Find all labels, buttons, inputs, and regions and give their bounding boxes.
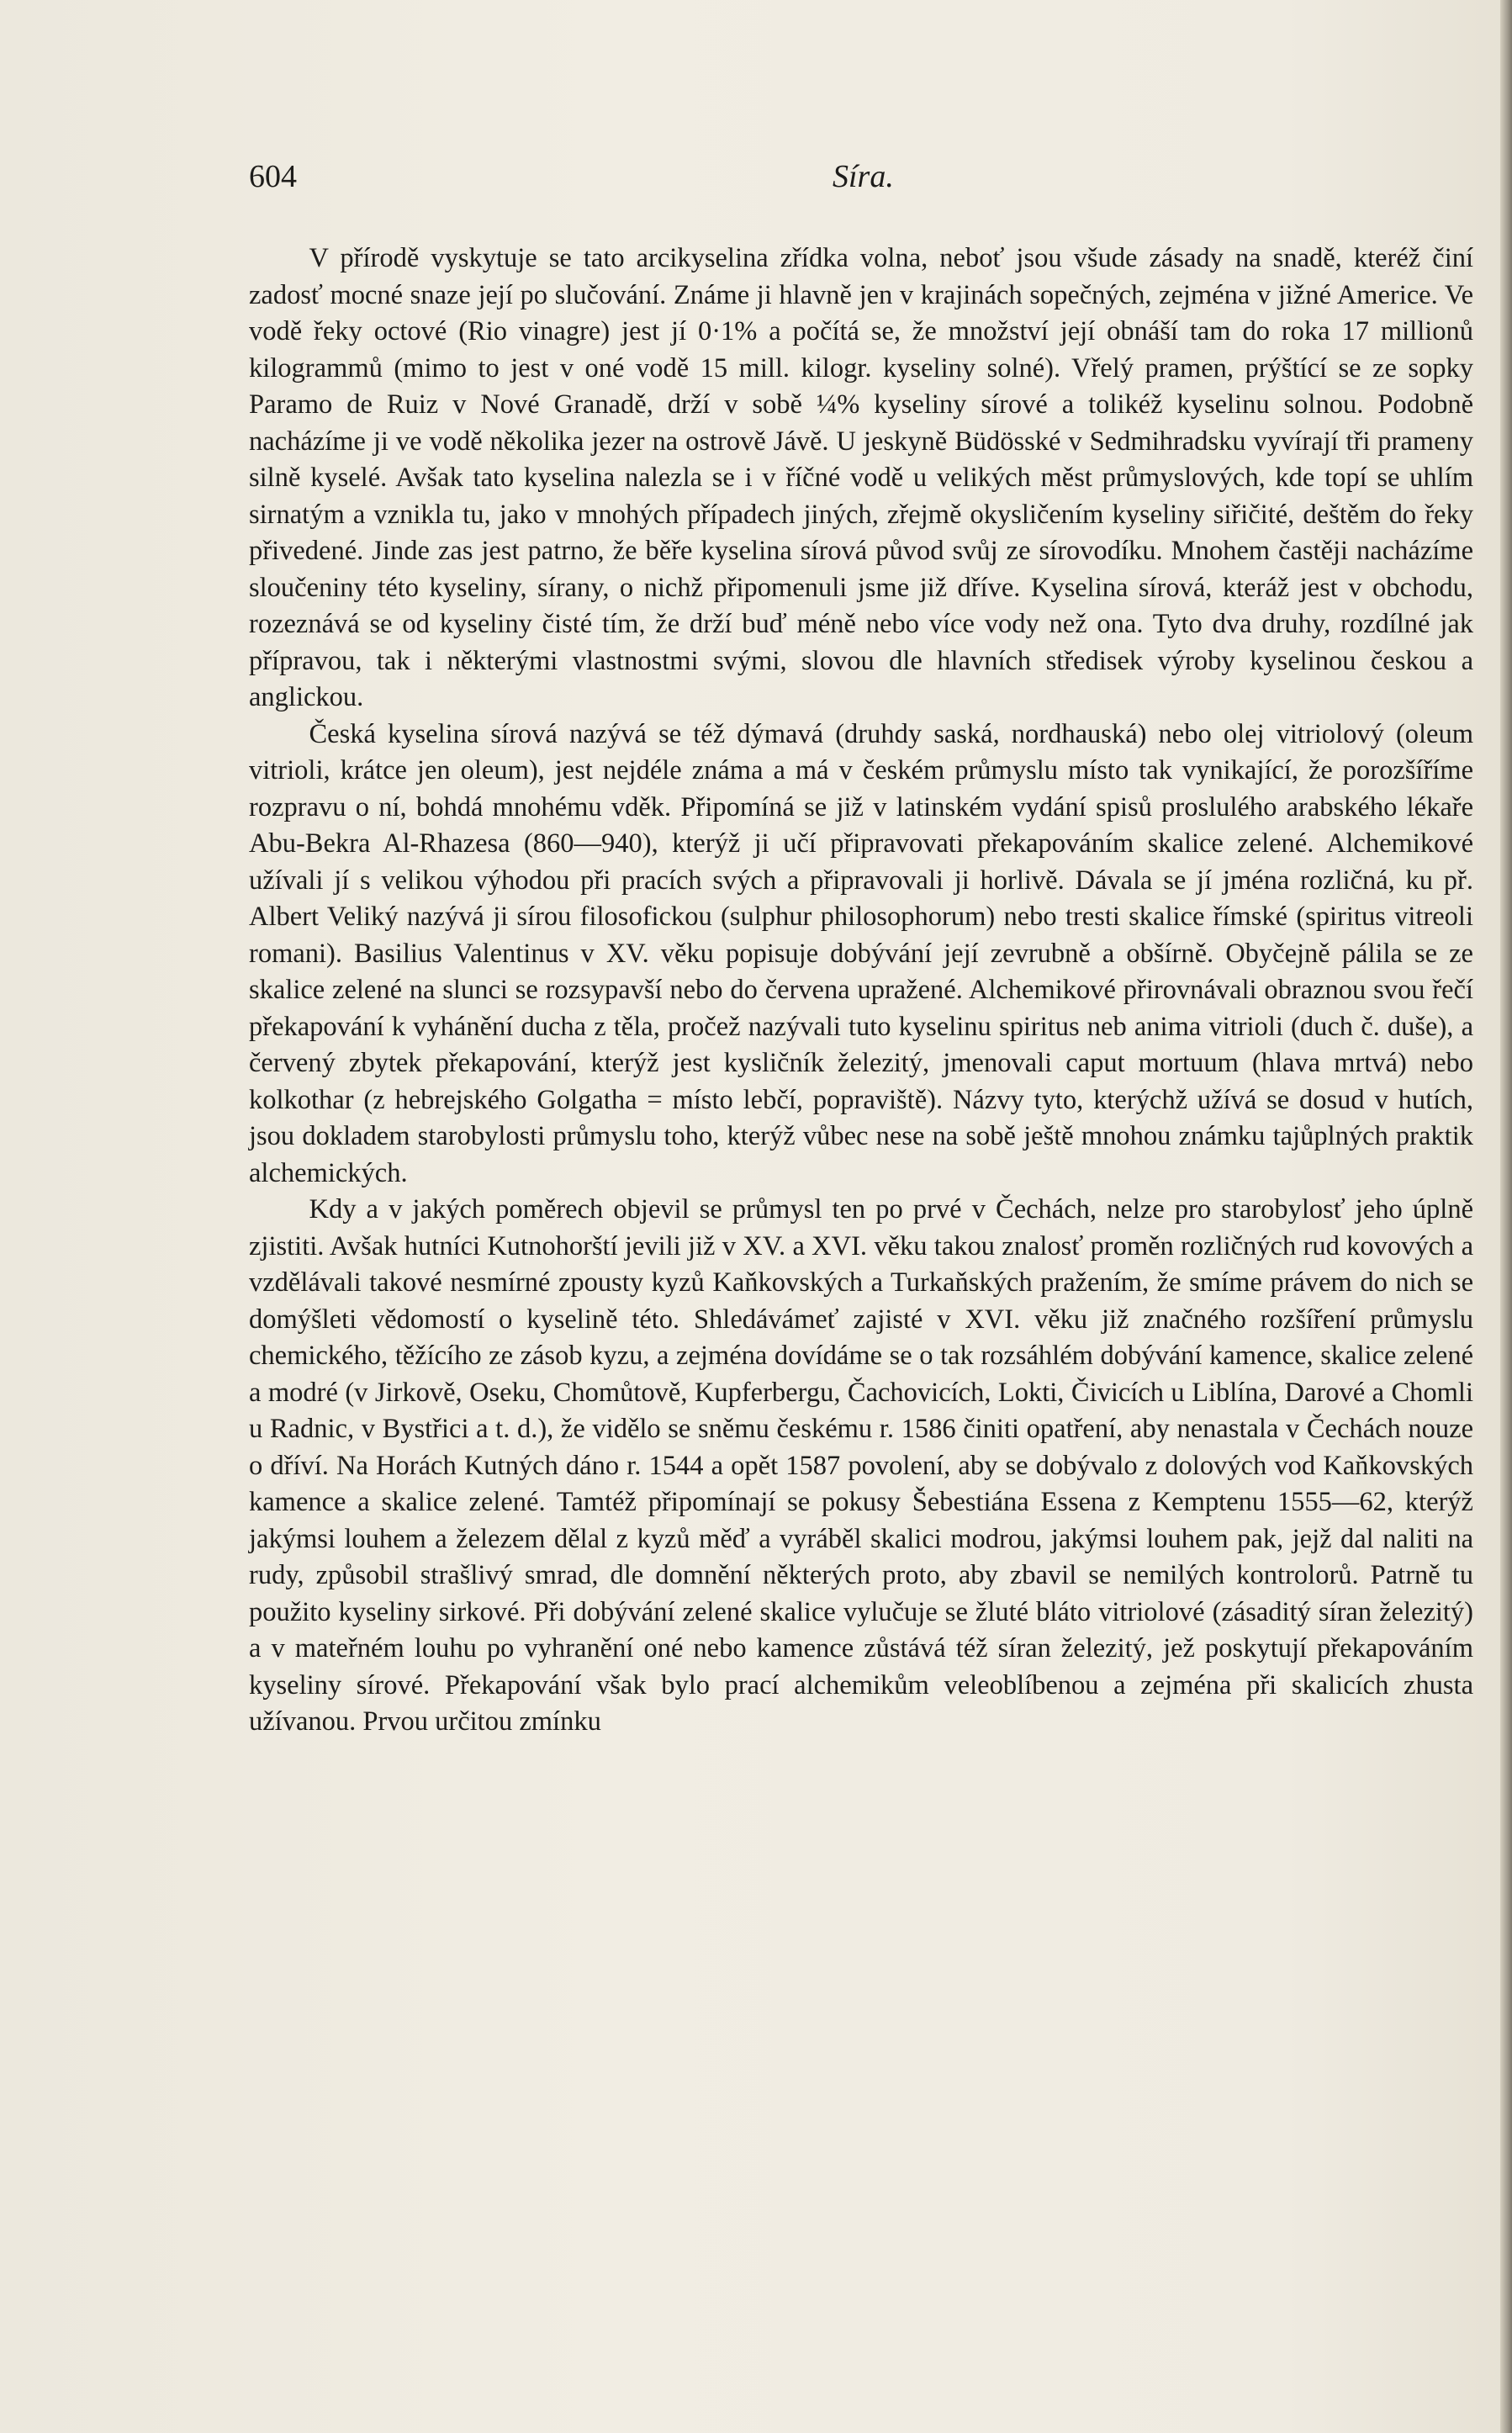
book-spine-edge [1500, 0, 1512, 2433]
paragraph-occurrence: V přírodě vyskytuje se tato arcikyselina zřídka volna, neboť jsou všude zásady na snadě, kteréž činí zadosť mocné snaze její po slučování. Známe ji hlavně jen v krajinách sopečných, zejména v jižné Americe. Ve vodě řeky octové (Rio vinagre) jest jí 0·1% a počítá se, že množství její obnáší tam do roka 17 millionů kilogrammů (mimo to jest v oné vodě 15 mill. kilogr. kyseliny solné). Vřelý pramen, prýštící se ze sopky Paramo de Ruiz v Nové Granadě, drží v sobě ¼% kyseliny sírové a tolikéž kyselinu solnou. Podobně nacházíme ji ve vodě několika jezer na ostrově Jávě. U jeskyně Büdösské v Sedmihradsku vyvírají tři prameny silně kyselé. Avšak tato kyselina nalezla se i v říčné vodě u velikých měst průmyslových, kde topí se uhlím sirnatým a vznikla tu, jako v mnohých případech jiných, zřejmě okysličením kyseliny siřičité, deštěm do řeky přivedené. Jinde zas jest patrno, že běře kyselina sírová původ svůj ze sírovodíku. Mnohem častěji nacházíme sloučeniny této kyseliny, sírany, o nichž připomenuli jsme již dříve. Kyselina sírová, kteráž jest v obchodu, rozeznává se od kyseliny čisté tím, že drží buď méně nebo více vody než ona. Tyto dva druhy, rozdílné jak přípravou, tak i některými vlastnostmi svými, slovou dle hlavních středisek výroby kyselinou českou a anglickou. [249, 243, 1473, 712]
page-header [249, 158, 1473, 200]
paragraph-history-bohemia: Kdy a v jakých poměrech objevil se průmysl ten po prvé v Čechách, nelze pro starobylosť jeho úplně zjistiti. Avšak hutníci Kutnohorští jevili již v XV. a XVI. věku takou znalosť proměn rozličných rud kovových a vzdělávali takové nesmírné zpousty kyzů Kaňkovských a Turkaňských pražením, že smíme právem do nich se domýšleti vědomostí o kyselině této. Shledávámeť zajisté v XVI. věku již značného rozšíření průmyslu chemického, těžícího ze zásob kyzu, a zejména dovídáme se o tak rozsáhlém dobývání kamence, skalice zelené a modré (v Jirkově, Oseku, Chomůtově, Kupferbergu, Čachovicích, Lokti, Čivicích u Liblína, Darové a Chomli u Radnic, v Bystřici a t. d.), že vidělo se sněmu českému r. 1586 činiti opatření, aby nenastala v Čechách nouze o dříví. Na Horách Kutných dáno r. 1544 a opět 1587 povolení, aby se dobývalo z dolových vod Kaňkovských kamence a skalice zelené. Tamtéž připomínají se pokusy Šebestiána Essena z Kemptenu 1555—62, kterýž jakýmsi louhem a železem dělal z kyzů měď a vyráběl skalici modrou, jakýmsi louhem pak, jejž dal naliti na rudy, způsobil strašlivý smrad, dle domnění některých proto, aby zbavil se nemilých kontrolorů. Patrně tu použito kyseliny sirkové. Při dobývání zelené skalice vylučuje se žluté bláto vitriolové (zásaditý síran železitý) a v mateřném louhu po vyhranění oné nebo kamence zůstává též síran železitý, jež poskytují překapováním kyseliny sírové. Překapování však bylo prací alchemikům veleoblíbenou a zejména při skalicích zhusta užívanou. Prvou určitou zmínku [249, 1194, 1473, 1737]
body-text [249, 241, 1473, 1741]
paragraph-czech-acid: Česká kyselina sírová nazývá se též dýmavá (druhdy saská, nordhauská) nebo olej vitriolový (oleum vitrioli, krátce jen oleum), jest nejdéle známa a má v českém průmyslu místo tak vynikající, že porozšíříme rozpravu o ní, bohdá mnohému vděk. Připomíná se již v latinském vydání spisů proslulého arabského lékaře Abu-Bekra Al-Rhazesa (860—940), kterýž ji učí připravovati překapováním skalice zelené. Alchemikové užívali jí s velikou výhodou při pracích svých a připravovali ji horlivě. Dávala se jí jména rozličná, ku př. Albert Veliký nazývá ji sírou filosofickou (sulphur philosophorum) nebo tresti skalice římské (spiritus vitreoli romani). Basilius Valentinus v XV. věku popisuje dobývání její zevrubně a obšírně. Obyčejně pálila se ze skalice zelené na slunci se rozsypavší nebo do červena upražené. Alchemikové přirovnávali obraznou svou řečí překapování k vyhánění ducha z těla, pročež nazývali tuto kyselinu spiritus neb anima vitrioli (duch č. duše), a červený zbytek překapování, kterýž jest kysličník železitý, jmenovali caput mortuum (hlava mrtvá) nebo kolkothar (z hebrejského Golgatha = místo lebčí, popraviště). Názvy tyto, kterýchž užívá se dosud v hutích, jsou dokladem starobylosti průmyslu toho, kterýž vůbec nese na sobě ještě mnohou známku tajůplných praktik alchemických. [249, 718, 1473, 1188]
running-title: Síra. [833, 159, 894, 194]
page-number: 604 [249, 159, 297, 194]
